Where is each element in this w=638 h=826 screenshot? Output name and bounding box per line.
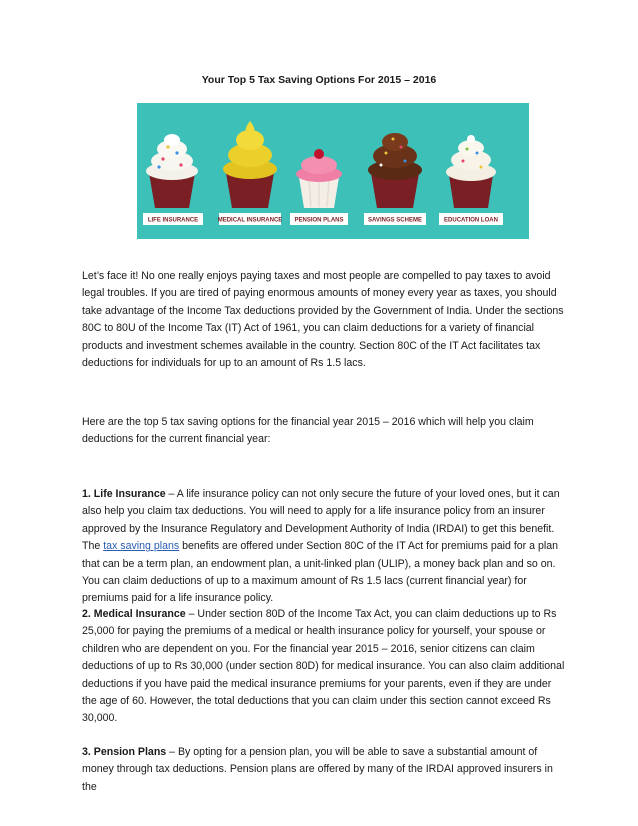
- pension-plans-paragraph: [82, 744, 566, 796]
- label-education-loan: EDUCATION LOAN: [444, 217, 498, 224]
- cupcake-banner-image: [137, 103, 529, 239]
- life-insurance-text-1: – A life insurance policy can not only secure the future of your loved ones, but it can also help you claim tax deductions. You will need to apply for a life insurance policy from an insurer approved by the Insurance Regulatory and Development Authority of India (IRDAI) to get this benefit. The: [82, 488, 560, 553]
- tax-saving-plans-link[interactable]: tax saving plans: [103, 540, 180, 553]
- medical-insurance-heading: 2. Medical Insurance: [82, 608, 186, 620]
- label-life-insurance: LIFE INSURANCE: [147, 217, 199, 224]
- cupcake-savings-scheme-icon: [368, 133, 422, 208]
- cupcake-medical-insurance-icon: [223, 121, 277, 208]
- life-insurance-heading: 1. Life Insurance: [82, 488, 166, 500]
- pension-plans-text: – By opting for a pension plan, you will be able to save a substantial amount of money through tax deductions. Pension plans are offered by many of the IRDAI approved insurers in the: [82, 746, 553, 793]
- label-medical-insurance: MEDICAL INSURANCE: [217, 217, 283, 224]
- life-insurance-text-2: benefits are offered under Section 80C of the IT Act for premiums paid for a plan that can be a term plan, an endowment plan, a unit-linked plan (ULIP), a money back plan and so on. You can claim deductions of up to a maximum amount of Rs 1.5 lacs (current financial year) for premiums paid for a life insurance policy.: [82, 540, 559, 605]
- document-title: Your Top 5 Tax Saving Options For 2015 – 2016: [201, 74, 437, 86]
- cupcake-education-loan-icon: [446, 135, 496, 208]
- life-insurance-paragraph: [82, 486, 566, 608]
- medical-insurance-text: – Under section 80D of the Income Tax Act, you can claim deductions up to Rs 25,000 for paying the premiums of a medical or health insurance policy for yourself, your spouse or children who are dependent on you. For the financial year 2015 – 2016, senior citizens can claim deductions of up to Rs 30,000 (under section 80D) for medical insurance. You can also claim additional deductions if you have paid the medical insurance premiums for your parents, even if they are under the age of 60. However, the total deductions that you can claim under this section cannot exceed Rs 30,000.: [82, 608, 565, 725]
- label-savings-scheme: SAVINGS SCHEME: [368, 217, 422, 224]
- intro-paragraph: Let’s face it! No one really enjoys paying taxes and most people are compelled to pay taxes to avoid legal troubles. If you are tired of paying enormous amounts of money every year as taxes, you should take advantage of the Income Tax deductions provided by the Government of India. Under the sections 80C to 80U of the Income Tax (IT) Act of 1961, you can claim deductions for a variety of financial products and investment schemes available in the country. Section 80C of the IT Act facilitates tax deductions for individuals for up to an amount of Rs 1.5 lacs.: [82, 270, 564, 370]
- medical-insurance-paragraph: [82, 606, 566, 728]
- cupcake-life-insurance-icon: [146, 134, 198, 208]
- cupcake-pension-plans-icon: [296, 149, 342, 208]
- lead-paragraph: Here are the top 5 tax saving options for the financial year 2015 – 2016 which will help you claim deductions for the current financial year:: [82, 416, 534, 446]
- pension-plans-heading: 3. Pension Plans: [82, 746, 167, 758]
- label-pension-plans: PENSION PLANS: [294, 217, 344, 224]
